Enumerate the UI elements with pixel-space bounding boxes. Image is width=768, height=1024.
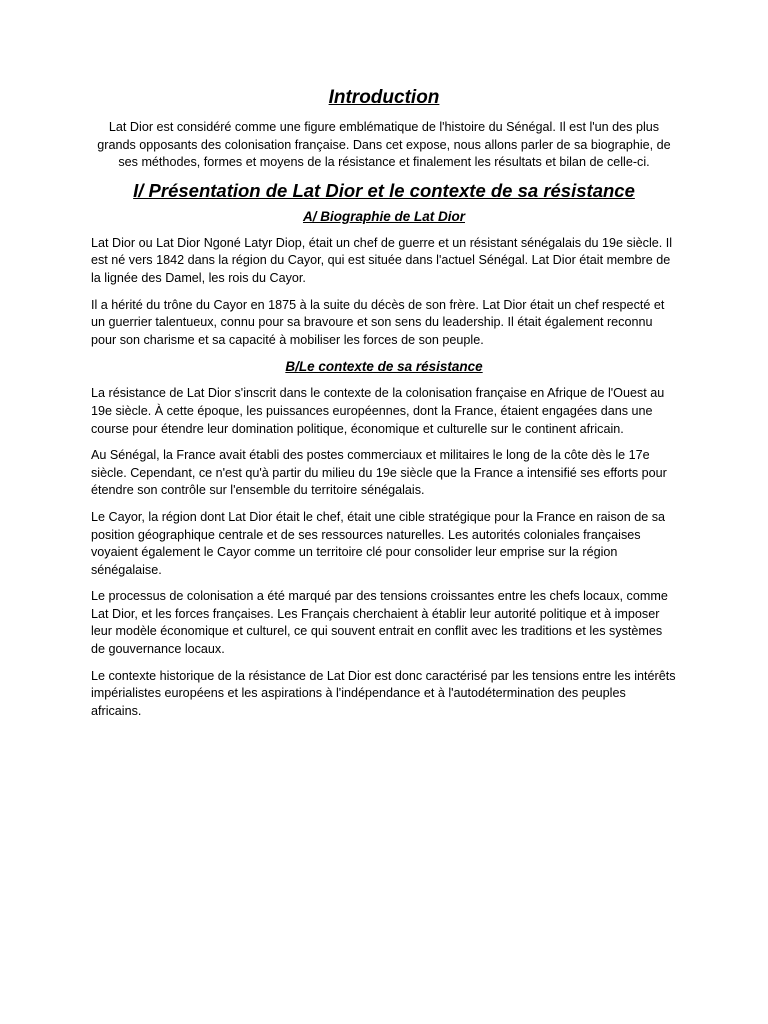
section-1-heading: I/ Présentation de Lat Dior et le contexte de sa résistance bbox=[133, 179, 635, 201]
context-paragraph-4: Le processus de colonisation a été marqué par des tensions croissantes entre les chefs locaux, comme Lat Dior, et les forces françaises. Les Français cherchaient à établir leur autorité politique et à imposer leur modèle économique et culturel, ce qui souvent entrait en conflit avec les traditions et les systèmes de gouvernance locaux. bbox=[91, 589, 668, 657]
context-paragraph-3: Le Cayor, la région dont Lat Dior était le chef, était une cible stratégique pour la France en raison de sa position géographique centrale et de ses ressources naturelles. Les autorités coloniales françaises voyaient également le Cayor comme un territoire clé pour consolider leur emprise sur la région sénégalaise. bbox=[91, 509, 666, 577]
context-paragraph-1: La résistance de Lat Dior s'inscrit dans le contexte de la colonisation française en Afrique de l'Ouest au 19e siècle. À cette époque, les puissances européennes, dont la France, étaient engagées dans une course pour étendre leur domination politique, économique et culturelle sur le continent africain. bbox=[91, 386, 665, 436]
subsection-a-heading: A/ Biographie de Lat Dior bbox=[302, 208, 465, 224]
introduction-paragraph: Lat Dior est considéré comme une figure emblématique de l'histoire du Sénégal. Il est l'un des plus grands opposants des colonisation française. Dans cet expose, nous allons parler de sa biographie, de ses méthodes, formes et moyens de la résistance et finalement les résultats et bilan de celle-ci. bbox=[97, 120, 671, 170]
biography-paragraph-1: Lat Dior ou Lat Dior Ngoné Latyr Diop, était un chef de guerre et un résistant sénégalais du 19e siècle. Il est né vers 1842 dans la région du Cayor, qui est située dans l'actuel Sénégal. Lat Dior était membre de la lignée des Damel, les rois du Cayor. bbox=[91, 235, 673, 285]
context-paragraph-2: Au Sénégal, la France avait établi des postes commerciaux et militaires le long de la côte dès le 17e siècle. Cependant, ce n'est qu'à partir du milieu du 19e siècle que la France a intensifié ses efforts pour étendre son contrôle sur l'ensemble du territoire sénégalais. bbox=[91, 448, 667, 498]
document-page bbox=[91, 86, 677, 729]
context-paragraph-5: Le contexte historique de la résistance de Lat Dior est donc caractérisé par les tensions entre les intérêts impérialistes européens et les aspirations à l'indépendance et à l'autodétermination des peuples africains. bbox=[91, 668, 676, 718]
introduction-heading: Introduction bbox=[328, 87, 440, 108]
biography-paragraph-2: Il a hérité du trône du Cayor en 1875 à la suite du décès de son frère. Lat Dior était un chef respecté et un guerrier talentueux, connu pour sa bravoure et son sens du leadership. Il était également reconnu pour son charisme et sa capacité à mobiliser les forces de son peuple. bbox=[91, 297, 665, 347]
subsection-b-heading: B/Le contexte de sa résistance bbox=[285, 359, 483, 375]
